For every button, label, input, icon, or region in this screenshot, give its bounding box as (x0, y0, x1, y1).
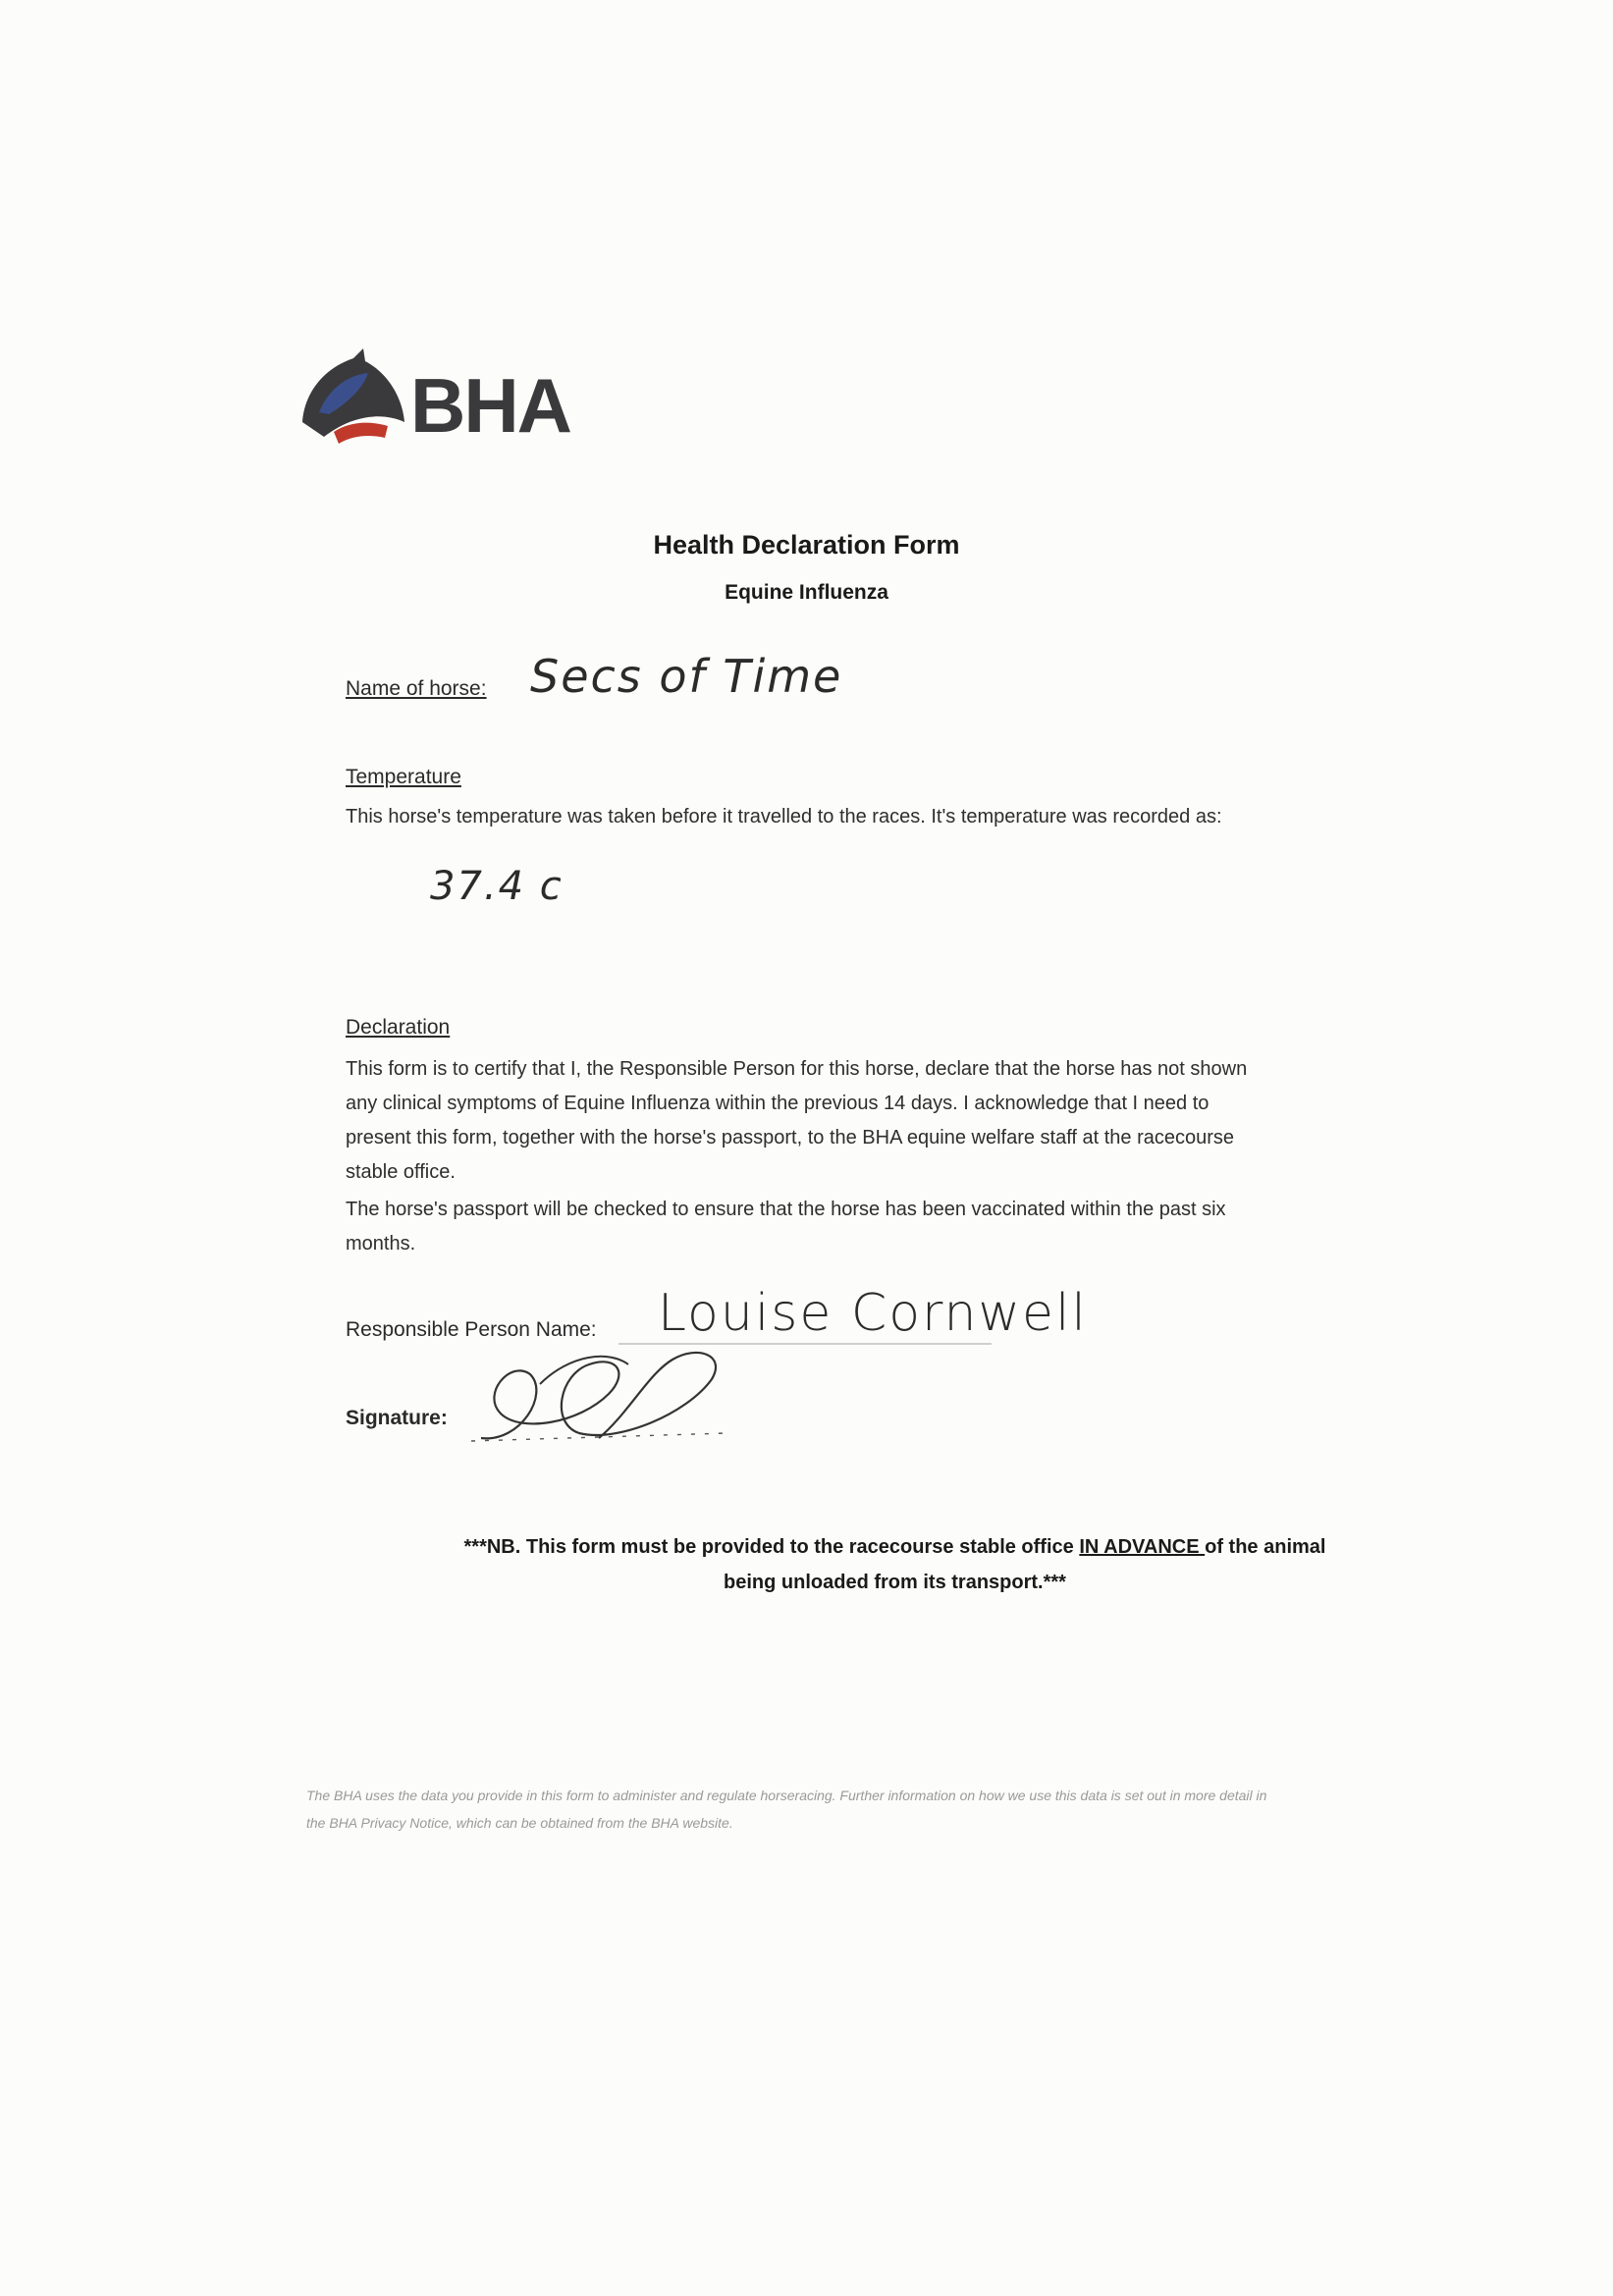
form-title: Health Declaration Form (653, 530, 960, 560)
signature-label: Signature: (346, 1407, 448, 1429)
responsible-name-label: Responsible Person Name: (346, 1318, 597, 1341)
bha-logo (295, 344, 574, 456)
responsible-name-value: Louise Cornwell (658, 1284, 1088, 1343)
notice-emphasis: IN ADVANCE (1079, 1536, 1206, 1558)
temperature-value: 37.4 c (430, 864, 564, 909)
horse-name-label: Name of horse: (346, 677, 487, 700)
temperature-heading: Temperature (346, 766, 461, 788)
privacy-footer: The BHA uses the data you provide in this form to administer and regulate horseracing. Further information on how we use this data is set out in more detail in the BHA Privacy Notice, which can be obtained from the BHA website. (306, 1788, 1267, 1831)
notice (0, 1529, 1613, 1600)
declaration-paragraph-2: The horse's passport will be checked to ensure that the horse has been vaccinated within the past six months. (346, 1199, 1226, 1255)
signature-scribble (461, 1335, 736, 1453)
horse-head-logo-icon (295, 344, 412, 456)
notice-suffix: of the animal being unloaded from its transport.*** (724, 1536, 1326, 1593)
form-subtitle: Equine Influenza (725, 581, 888, 604)
notice-prefix: ***NB. This form must be provided to the racecourse stable office (463, 1536, 1080, 1558)
declaration-heading: Declaration (346, 1016, 451, 1039)
temperature-text: This horse's temperature was taken before it travelled to the races. It's temperature was recorded as: (346, 806, 1222, 828)
horse-name-value: Secs of Time (530, 650, 843, 703)
logo-text: BHA (410, 362, 570, 449)
declaration-paragraph-1: This form is to certify that I, the Responsible Person for this horse, declare that the horse has not shown any clinical symptoms of Equine Influenza within the previous 14 days. I acknowledge that I need to present this form, together with the horse's passport, to the BHA equine welfare staff at the racecourse stable office. (346, 1058, 1248, 1183)
